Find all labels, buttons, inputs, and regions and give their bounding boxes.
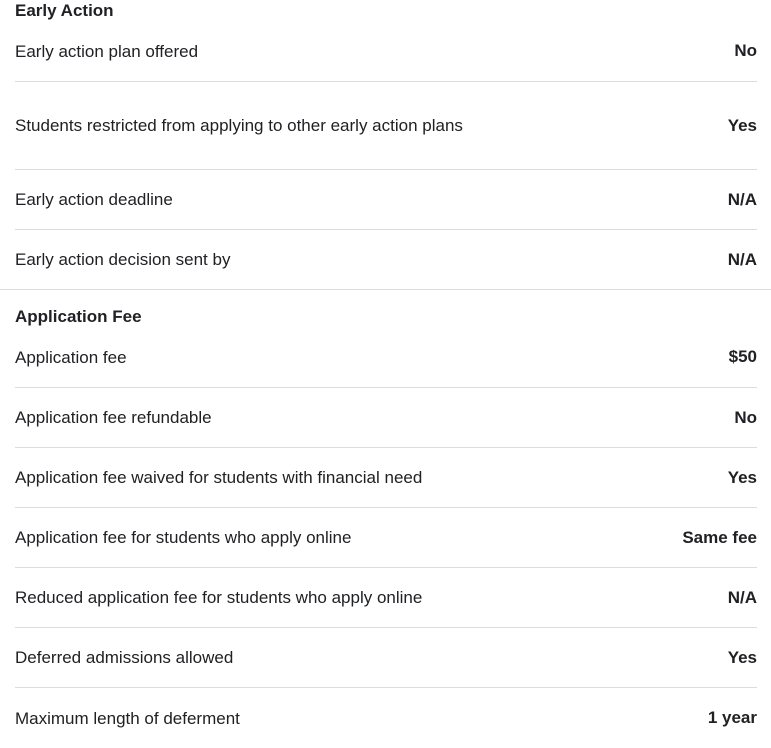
row-label: Students restricted from applying to other early action plans bbox=[15, 116, 463, 135]
row-label: Reduced application fee for students who apply online bbox=[15, 588, 423, 607]
application-fee-section bbox=[0, 290, 771, 748]
row-value: N/A bbox=[727, 189, 757, 209]
row-label: Maximum length of deferment bbox=[15, 708, 240, 728]
row-label: Application fee refundable bbox=[15, 408, 212, 427]
row-label: Application fee bbox=[15, 347, 127, 367]
row-value: Yes bbox=[727, 467, 757, 487]
row-label: Early action deadline bbox=[15, 190, 173, 209]
row-value: Yes bbox=[727, 115, 757, 135]
row-value: Yes bbox=[727, 647, 757, 667]
table-row bbox=[15, 508, 757, 568]
table-row bbox=[15, 688, 757, 748]
table-row bbox=[15, 82, 757, 170]
row-value: 1 year bbox=[707, 708, 757, 727]
table-row bbox=[15, 230, 757, 289]
row-label: Deferred admissions allowed bbox=[15, 648, 234, 667]
section-title-early-action: Early Action bbox=[15, 1, 114, 20]
row-value: No bbox=[734, 41, 757, 60]
table-row bbox=[15, 628, 757, 688]
row-label: Early action plan offered bbox=[15, 41, 199, 61]
row-value: N/A bbox=[727, 249, 757, 269]
table-row bbox=[15, 21, 757, 82]
early-action-section bbox=[0, 0, 771, 289]
table-row bbox=[15, 448, 757, 508]
table-row bbox=[15, 327, 757, 388]
row-value: $50 bbox=[728, 347, 757, 366]
section-title-application-fee: Application Fee bbox=[15, 307, 142, 326]
table-row bbox=[15, 388, 757, 448]
row-label: Early action decision sent by bbox=[15, 250, 231, 269]
row-label: Application fee for students who apply online bbox=[15, 528, 352, 547]
table-row bbox=[15, 568, 757, 628]
row-value: No bbox=[734, 407, 757, 427]
row-value: N/A bbox=[727, 587, 757, 607]
row-label: Application fee waived for students with financial need bbox=[15, 468, 423, 487]
row-value: Same fee bbox=[682, 527, 757, 547]
table-row bbox=[15, 170, 757, 230]
